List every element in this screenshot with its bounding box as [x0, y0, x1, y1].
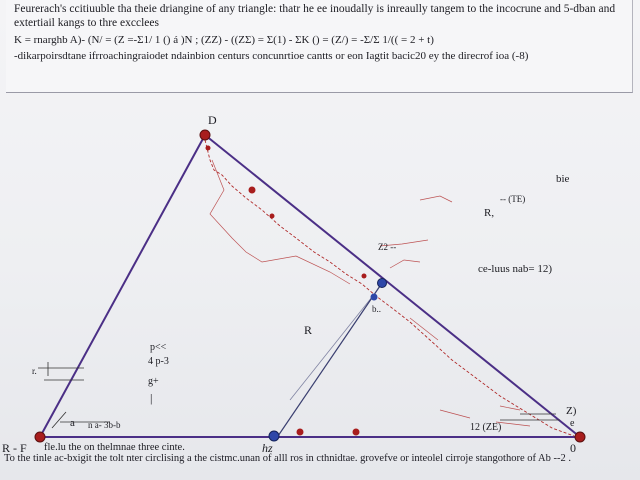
point-red-1: [249, 187, 256, 194]
point-red-3: [362, 274, 367, 279]
label-upper-note: bie: [556, 173, 570, 185]
cevian-thin-line: [290, 297, 372, 400]
construction-sketch-1: [210, 160, 350, 284]
formula-line: K = rnarghb A)- (N/ = (Z =-Σ1/ 1 () á )N ; (ZZ) - ((ZΣ) = Σ(1) - ΣK () = (Z/) = -Σ/Σ 1/(( = 2 + t): [14, 34, 434, 46]
label-g: g+: [148, 376, 159, 387]
triangle-side-left: [40, 135, 205, 437]
base-point-1: [297, 429, 304, 436]
tangency-point-blue: [378, 279, 387, 288]
vertex-left-point: [35, 432, 45, 442]
label-vertex-left: R - F: [2, 441, 27, 455]
cevian-line: [278, 283, 382, 436]
label-nine-point: b..: [372, 304, 381, 314]
label-p: p<<: [150, 342, 167, 353]
label-foot: hz: [262, 441, 273, 455]
vertex-right-point: [575, 432, 585, 442]
label-right-e: e: [570, 418, 575, 429]
construction-sketch-2: [380, 196, 452, 268]
label-a: a: [70, 417, 75, 429]
triangle-side-right: [205, 135, 580, 437]
theorem-line-1: Feurerach's ccitiuuble tha theie driangine of any triangle: thatr he ee inoudally is inreaully tangem to the incocrune and 5-dban and: [14, 3, 616, 15]
excircle-tangent-trace: [205, 140, 574, 436]
foot-point: [269, 431, 279, 441]
figure-caption: To the tinle ac-bxigit the tolt nter circlising a the cistmc.unan of alll ros in cthnidtae. grovefve or inteolel cirroje stangothore of Ab --2 .: [4, 453, 571, 464]
label-upper-r: R,: [484, 207, 495, 219]
theorem-line-2: extertiail kangs to thre excclees: [14, 17, 159, 29]
label-i: |: [150, 391, 153, 405]
note-line: -dikarpoirsdtane ifrroachingraiodet ndainbion centurs concunrtioe cantts or eon Iagtit bacic20 ey the direcrof ioa (-8): [14, 50, 529, 62]
label-vertex-top: D: [208, 113, 217, 127]
vertex-top-point: [200, 130, 210, 140]
label-mid-small: Z2 --: [378, 242, 397, 252]
label-right-z: Z): [566, 405, 577, 417]
construction-sketch-3: [410, 318, 530, 426]
nine-point-center: [371, 294, 378, 301]
label-side-r: R: [304, 323, 313, 337]
label-vertex-right: 0: [570, 441, 576, 455]
label-bottom-note: fle.lu the on thelmnae three cinte.: [44, 442, 185, 453]
label-left-mark: r.: [32, 366, 37, 376]
label-centers: ce-luus nab= 12): [478, 263, 553, 275]
label-dp: 4 p-3: [148, 356, 169, 367]
point-red-2: [270, 214, 275, 219]
label-upper-small: -- (TE): [500, 194, 526, 204]
label-base-right: 12 (ZE): [470, 422, 502, 433]
label-base-left: n a- 3b-b: [88, 420, 121, 430]
base-point-2: [353, 429, 360, 436]
point-red-4: [206, 146, 211, 151]
